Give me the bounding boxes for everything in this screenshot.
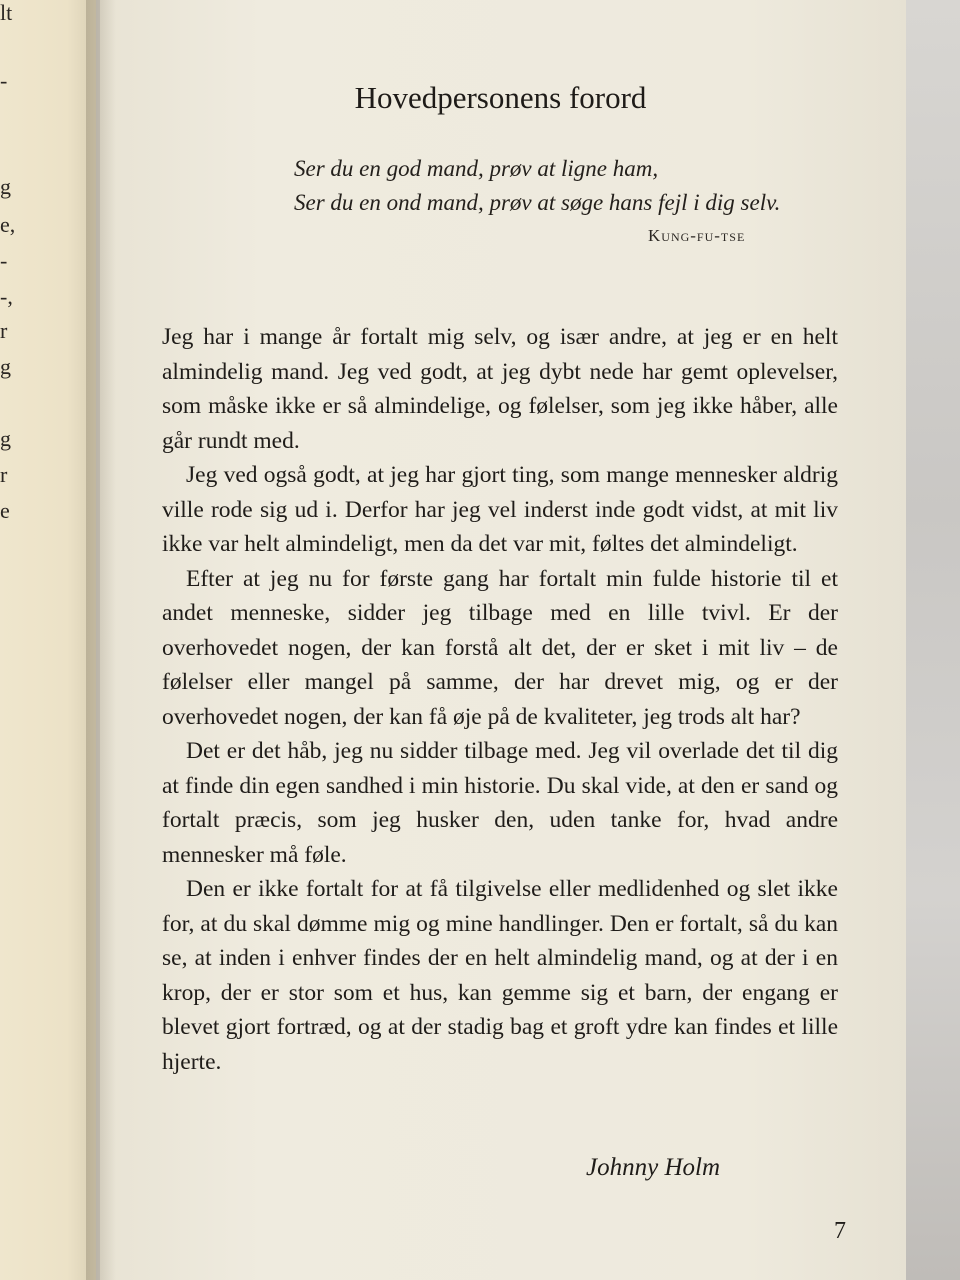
epigraph-line: Ser du en ond mand, prøv at søge hans fejl i dig selv. [294, 190, 781, 215]
left-page-fragment: g [0, 174, 11, 199]
left-page-fragment: g [0, 426, 11, 451]
right-page [100, 0, 906, 1280]
author-signature: Johnny Holm [586, 1154, 720, 1181]
epigraph [294, 152, 854, 220]
epigraph-line: Ser du en god mand, prøv at ligne ham, [294, 156, 659, 181]
left-page-fragment: g [0, 354, 11, 379]
left-page-fragment: - [0, 68, 8, 93]
page-title: Hovedpersonens forord [354, 80, 647, 115]
paragraph: Efter at jeg nu for første gang har fortalt min fulde historie til et andet menneske, sidder jeg tilbage med en lille tvivl. Er der overhovedet nogen, der kan forstå alt det, der er sket i mit liv – de følelser eller mangel på samme, der har drevet mig, og er der overhovedet nogen, der kan få øje på de kvaliteter, jeg trods alt har? [162, 565, 838, 730]
paragraph: Den er ikke fortalt for at få tilgivelse eller medlidenhed og slet ikke for, at du skal dømme mig og mine handlinger. Den er fortalt, så du kan se, at inden i enhver findes der en helt almindelig mand, og at der i en krop, der er stor som et hus, kan gemme sig et barn, der engang er blevet gjort fortræd, og at der stadig bag et groft ydre kan findes et lille hjerte. [162, 876, 838, 1075]
left-page-fragment: r [0, 462, 8, 487]
book-gutter-shadow [86, 0, 116, 1280]
paragraph: Jeg har i mange år fortalt mig selv, og især andre, at jeg er en helt almindelig mand. Jeg ved godt, at jeg dybt nede har gemt oplevelser, som måske ikke er så almindelige, og følelser, som jeg ikke håber, alle går rundt med. [162, 324, 838, 454]
left-page-fragment: lt [0, 0, 13, 25]
epigraph-attribution: Kung-fu-tse [648, 226, 746, 245]
preface-body [162, 320, 838, 1079]
left-page-fragment: r [0, 318, 8, 343]
paragraph: Jeg ved også godt, at jeg har gjort ting, som mange mennesker aldrig ville rode sig ud i. Derfor har jeg vel inderst inde godt vidst, at mit liv ikke var helt almindeligt, men da det var mit, føltes det almindeligt. [162, 462, 838, 557]
page-number: 7 [834, 1218, 846, 1244]
left-page-fragment: e [0, 498, 10, 523]
left-page [0, 0, 96, 1280]
left-page-fragment: - [0, 248, 8, 273]
left-page-fragment: -, [0, 284, 13, 309]
paragraph: Det er det håb, jeg nu sidder tilbage med. Jeg vil overlade det til dig at finde din egen sandhed i min historie. Du skal vide, at den er sand og fortalt præcis, som jeg husker den, uden tanke for, hvad andre mennesker må føle. [162, 738, 838, 868]
left-page-fragment: e, [0, 212, 16, 237]
